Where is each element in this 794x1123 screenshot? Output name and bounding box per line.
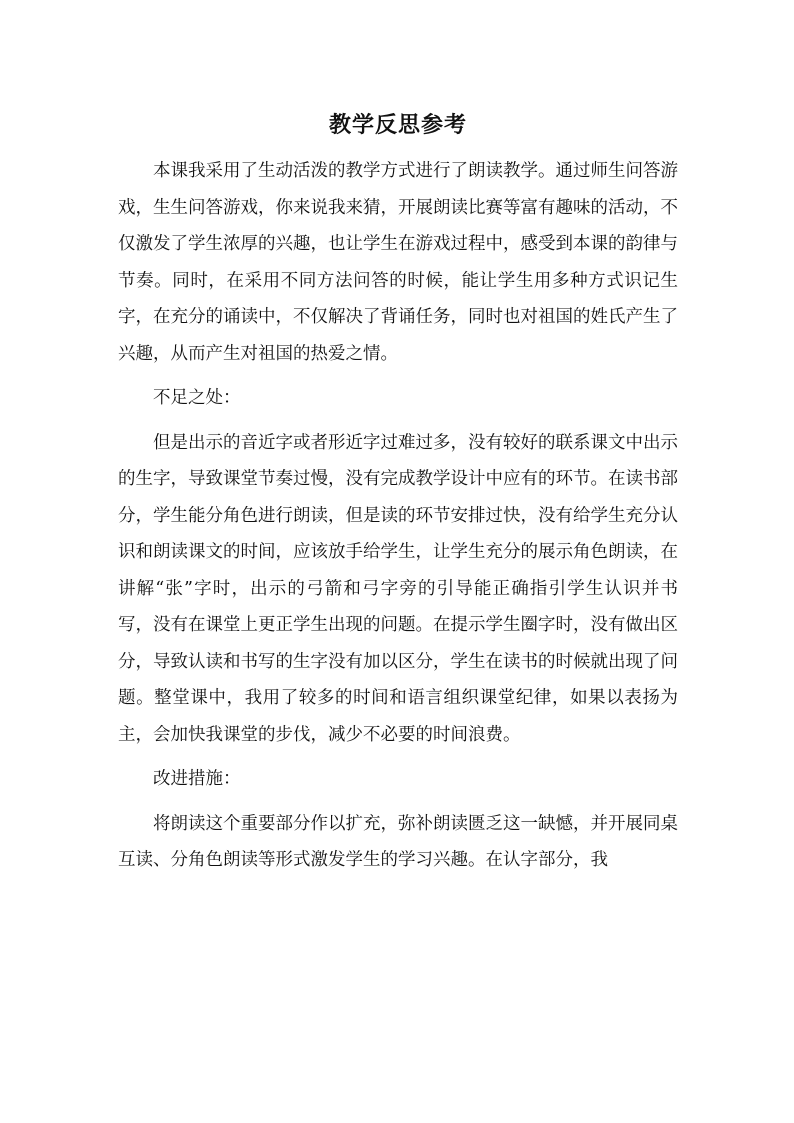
heading-shortcomings: 不足之处： bbox=[153, 388, 241, 408]
paragraph-shortcomings: 但是出示的音近字或者形近字过难过多，没有较好的联系课文中出示的生字，导致课堂节奏过慢，没有完成教学设计中应有的环节。在读书部分，学生能分角色进行朗读，但是读的环节安排过快，没有给学生充分认识和朗读课文的时间，应该放手给学生，让学生充分的展示角色朗读，在讲解“张”字时，出示的弓箭和弓字旁的引导能正确指引学生认识并书写，没有在课堂上更正学生出现的问题。在提示学生圈字时，没有做出区分，导致认读和书写的生字没有加以区分，学生在读书的时候就出现了问题。整堂课中，我用了较多的时间和语言组织课堂纪律，如果以表扬为主，会加快我课堂的步伐，减少不必要的时间浪费。 bbox=[118, 432, 678, 745]
paragraph-improvements: 将朗读这个重要部分作以扩充，弥补朗读匮乏这一缺憾，并开展同桌互读、分角色朗读等形式激发学生的学习兴趣。在认字部分，我 bbox=[118, 813, 678, 870]
heading-improvements: 改进措施： bbox=[153, 769, 241, 789]
document-title: 教学反思参考 bbox=[328, 112, 467, 138]
document-page bbox=[118, 107, 678, 879]
paragraph-teaching-method: 本课我采用了生动活泼的教学方式进行了朗读教学。通过师生问答游戏，生生问答游戏，你来说我来猜，开展朗读比赛等富有趣味的活动，不仅激发了学生浓厚的兴趣，也让学生在游戏过程中，感受到本课的韵律与节奏。同时，在采用不同方法问答的时候，能让学生用多种方式识记生字，在充分的诵读中，不仅解决了背诵任务，同时也对祖国的姓氏产生了兴趣，从而产生对祖国的热爱之情。 bbox=[118, 161, 678, 364]
